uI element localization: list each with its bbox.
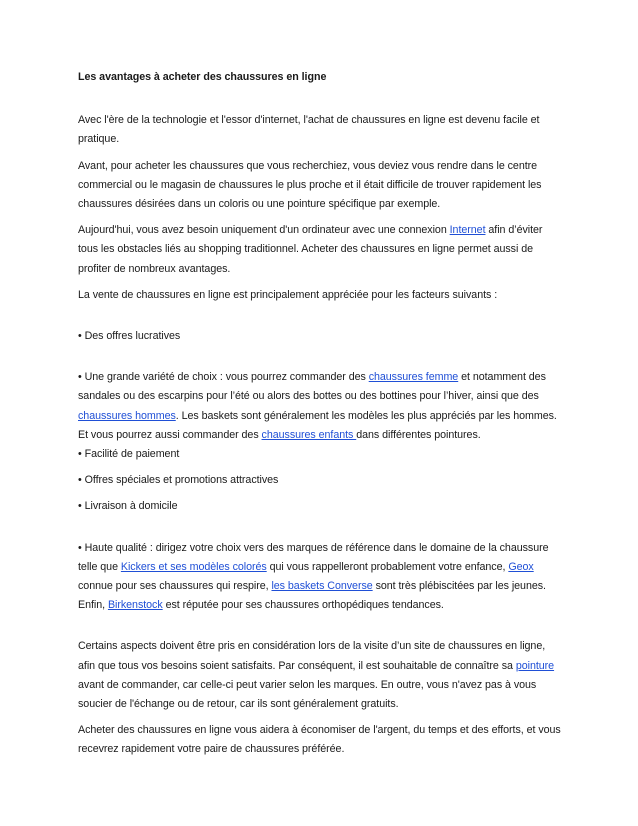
bullet-promotions: • Offres spéciales et promotions attractives [78,474,279,487]
text: • Une grande variété de choix : vous pourrez commander des [78,371,369,384]
text: et notamment des sandales ou des escarpins pour l’été ou alors des bottes ou des bottines pour l’hiver, ainsi que des [78,371,546,403]
text: afin d’éviter tous les obstacles liés au shopping traditionnel. Acheter des chaussures en ligne permet aussi de profiter de nombreux avantages. [78,224,543,275]
paragraph-facteurs: La vente de chaussures en ligne est principalement appréciée pour les facteurs suivants : [78,288,498,301]
link-birkenstock[interactable]: Birkenstock [107,599,163,612]
text: qui vous rappelleront probablement votre enfance, [266,560,509,573]
text: est réputée pour ses chaussures orthopédiques tendances. [162,599,444,612]
paragraph-aujourdhui [78,221,562,279]
text: connue pour ses chaussures qui respire, [78,580,272,593]
paragraph-aspects [78,637,562,714]
link-geox[interactable]: Geox [508,560,534,573]
link-pointure[interactable]: pointure [515,659,555,672]
text: . Les baskets sont généralement les modèles les plus appréciés par les hommes. Et vous pourrez aussi commander des [78,409,557,441]
link-internet[interactable]: Internet [449,224,486,237]
bullet-offres: • Des offres lucratives [78,330,181,343]
text: • Haute qualité : dirigez votre choix vers des marques de référence dans le domaine de la chaussure telle que [78,541,549,573]
bullet-variete [78,368,562,464]
bullet-qualite [78,539,562,616]
link-converse[interactable]: les baskets Converse [271,580,373,593]
text: Certains aspects doivent être pris en considération lors de la visite d’un site de chaussures en ligne, afin que tous vos besoins soient satisfaits. Par conséquent, il est souhaitable de connaître sa [78,640,546,672]
link-kickers[interactable]: Kickers et ses modèles colorés [120,560,267,573]
text: Aujourd'hui, vous avez besoin uniquement d'un ordinateur avec une connexion [78,224,450,237]
paragraph-avant: Avant, pour acheter les chaussures que vous recherchiez, vous deviez vous rendre dans le centre commercial ou le magasin de chaussures le plus proche et il était difficile de trouver rapidement les chaussures désirées dans un coloris ou une pointure spécifique par exemple. [78,159,542,211]
text: avant de commander, car celle-ci peut varier selon les marques. En outre, vous n'avez pas à vous soucier de l'échange ou de retour, car ils sont généralement gratuits. [78,678,537,711]
link-chaussures-femme[interactable]: chaussures femme [368,371,459,384]
text: dans différentes pointures. [356,428,481,441]
paragraph-intro: Avec l'ère de la technologie et l'essor d'internet, l'achat de chaussures en ligne est devenu facile et pratique. [78,114,540,146]
bullet-livraison: • Livraison à domicile [78,500,178,513]
bullet-paiement: • Facilité de paiement [78,448,180,461]
link-chaussures-hommes[interactable]: chaussures hommes [78,409,176,422]
text: sont très plébiscitées par les jeunes. Enfin, [78,580,546,612]
paragraph-conclusion: Acheter des chaussures en ligne vous aidera à économiser de l'argent, du temps et des efforts, et vous recevrez rapidement votre paire de chaussures préférée. [78,724,561,756]
document-title: Les avantages à acheter des chaussures en ligne [78,71,327,83]
link-chaussures-enfants[interactable]: chaussures enfants [261,428,357,441]
